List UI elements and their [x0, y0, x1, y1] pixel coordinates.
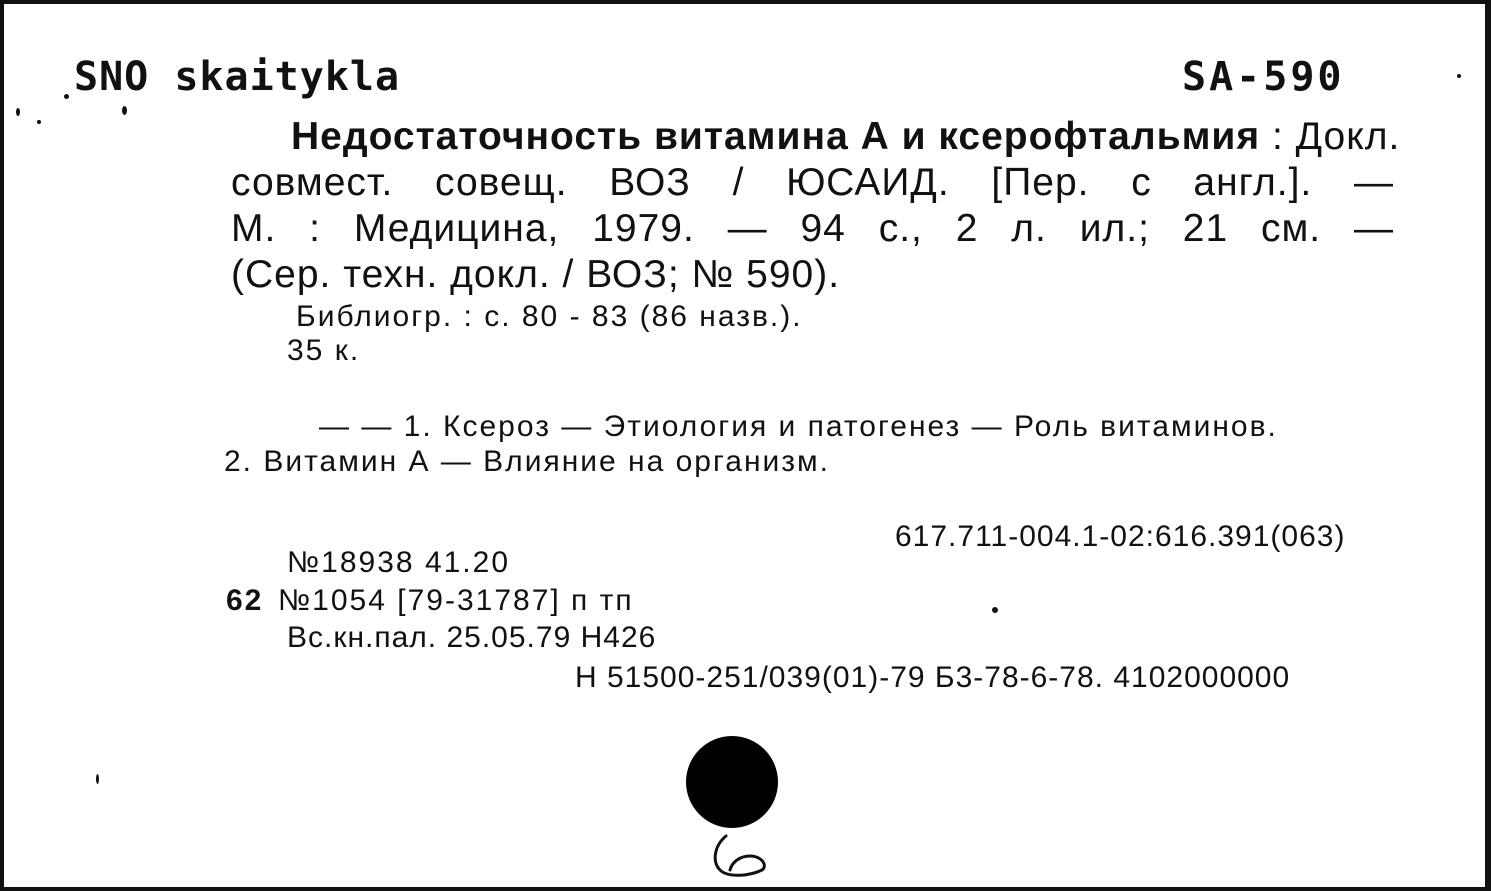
book-chamber-date: Вс.кн.пал. 25.05.79 Н426 [287, 621, 657, 654]
title-line [291, 114, 1400, 159]
series-line: (Сер. техн. докл. / ВОЗ; № 590). [231, 253, 841, 296]
ink-speck [1457, 74, 1461, 78]
ink-speck [992, 607, 998, 613]
description-line-3: М. : Медицина, 1979. — 94 с., 2 л. ил.; 21 см. — [231, 207, 1394, 250]
card-code: 62 [226, 584, 264, 617]
ink-speck [64, 94, 69, 99]
bibliography-note: Библиогр. : с. 80 - 83 (86 назв.). [296, 300, 803, 333]
ink-speck [122, 106, 127, 115]
registration-number: №18938 41.20 [287, 546, 511, 579]
udc-code: 617.711-004.1-02:616.391(063) [895, 520, 1346, 553]
price: 35 к. [287, 334, 361, 367]
chamber-number: №1054 [79-31787] п тп [278, 584, 634, 617]
subject-heading-2: 2. Витамин А — Влияние на организм. [224, 445, 831, 478]
publication-index: Н 51500-251/039(01)-79 Б3-78-6-78. 4102000000 [575, 661, 1291, 694]
library-stamp: SNO skaitykla [74, 54, 401, 100]
handwritten-mark-icon [706, 832, 770, 880]
subject-heading-1: — — 1. Ксероз — Этиология и патогенез — Роль витаминов. [319, 410, 1278, 443]
ink-speck [16, 108, 20, 116]
description-line-2: совмест. совещ. ВОЗ / ЮСАИД. [Пер. с англ.]. — [231, 161, 1394, 204]
ink-speck [37, 120, 41, 124]
book-title: Недостаточность витамина А и ксерофтальмия [291, 115, 1261, 158]
ink-speck [96, 774, 99, 784]
call-number: SA-590 [1182, 54, 1345, 100]
title-continuation: : Докл. [1260, 115, 1401, 158]
punched-hole [686, 736, 778, 828]
